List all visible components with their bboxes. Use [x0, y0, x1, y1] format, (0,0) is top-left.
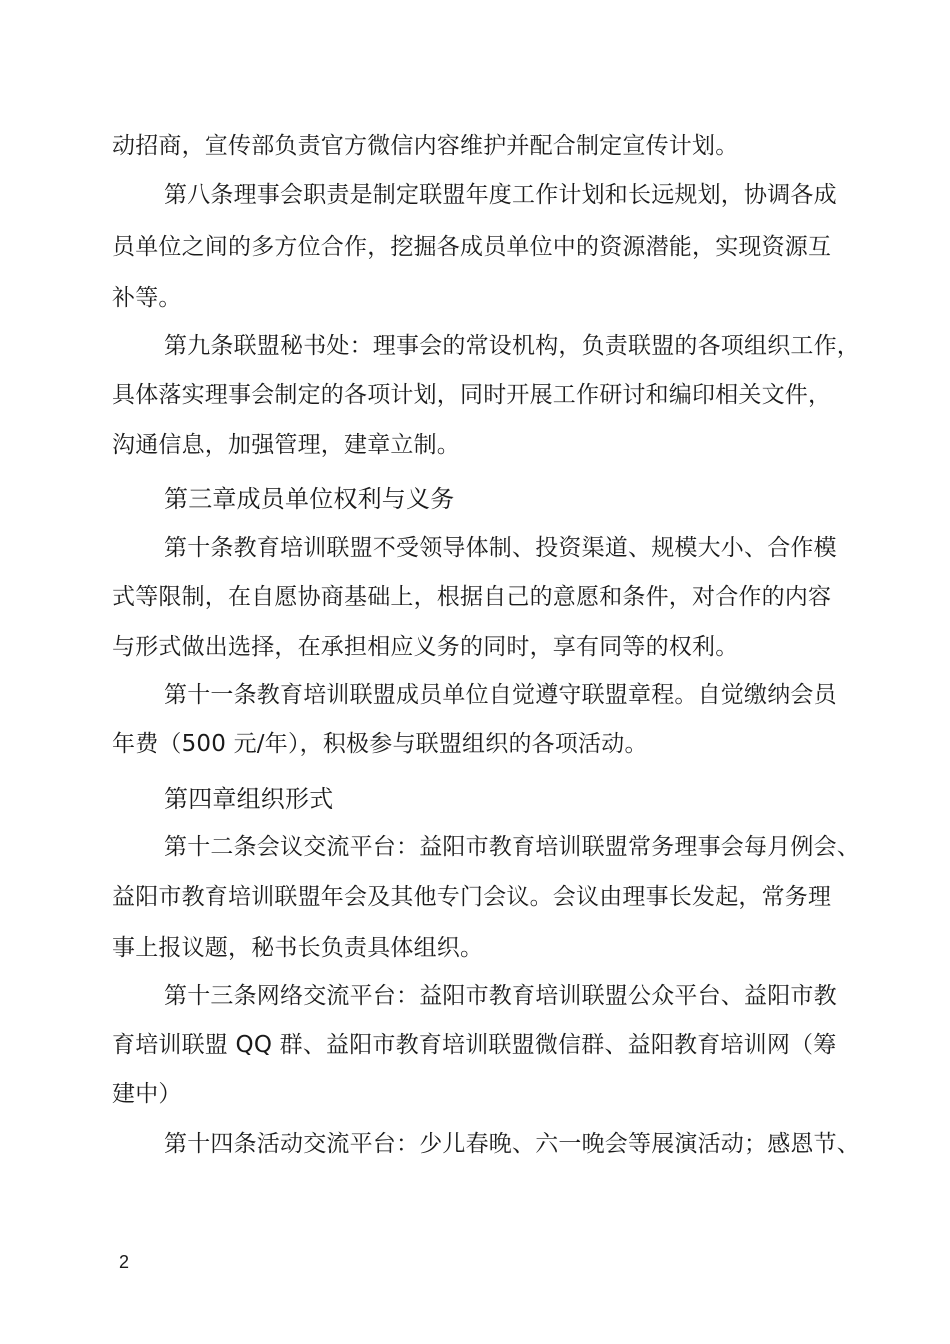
article-8-line: 第八条理事会职责是制定联盟年度工作计划和长远规划，协调各成 [164, 182, 837, 208]
text-line: 育培训联盟 QQ 群、益阳市教育培训联盟微信群、益阳教育培训网（筹 [112, 1032, 837, 1058]
text-line: 沟通信息，加强管理，建章立制。 [112, 432, 460, 458]
text-line: 员单位之间的多方位合作，挖掘各成员单位中的资源潜能，实现资源互 [112, 234, 832, 260]
article-12-line: 第十二条会议交流平台：益阳市教育培训联盟常务理事会每月例会、 [164, 834, 860, 860]
text-line: 补等。 [112, 285, 182, 311]
text-line: 年费（500 元/年），积极参与联盟组织的各项活动。 [112, 731, 648, 757]
text-line: 益阳市教育培训联盟年会及其他专门会议。会议由理事长发起，常务理 [112, 884, 832, 910]
chapter-4-heading: 第四章组织形式 [164, 785, 334, 813]
article-9-line: 第九条联盟秘书处：理事会的常设机构，负责联盟的各项组织工作， [164, 333, 860, 359]
article-10-line: 第十条教育培训联盟不受领导体制、投资渠道、规模大小、合作模 [164, 535, 837, 561]
text-line: 与形式做出选择，在承担相应义务的同时，享有同等的权利。 [112, 634, 739, 660]
text-line: 建中） [112, 1081, 182, 1107]
page-number: 2 [119, 1252, 130, 1272]
text-line: 式等限制，在自愿协商基础上，根据自己的意愿和条件，对合作的内容 [112, 584, 832, 610]
chapter-3-heading: 第三章成员单位权利与义务 [164, 485, 455, 513]
text-line: 具体落实理事会制定的各项计划，同时开展工作研讨和编印相关文件， [112, 382, 832, 408]
text-line: 事上报议题，秘书长负责具体组织。 [112, 935, 484, 961]
article-11-line: 第十一条教育培训联盟成员单位自觉遵守联盟章程。自觉缴纳会员 [164, 682, 837, 708]
text-line: 动招商，宣传部负责官方微信内容维护并配合制定宣传计划。 [112, 133, 739, 159]
article-14-line: 第十四条活动交流平台：少儿春晚、六一晚会等展演活动；感恩节、 [164, 1131, 860, 1157]
article-13-line: 第十三条网络交流平台：益阳市教育培训联盟公众平台、益阳市教 [164, 983, 837, 1009]
